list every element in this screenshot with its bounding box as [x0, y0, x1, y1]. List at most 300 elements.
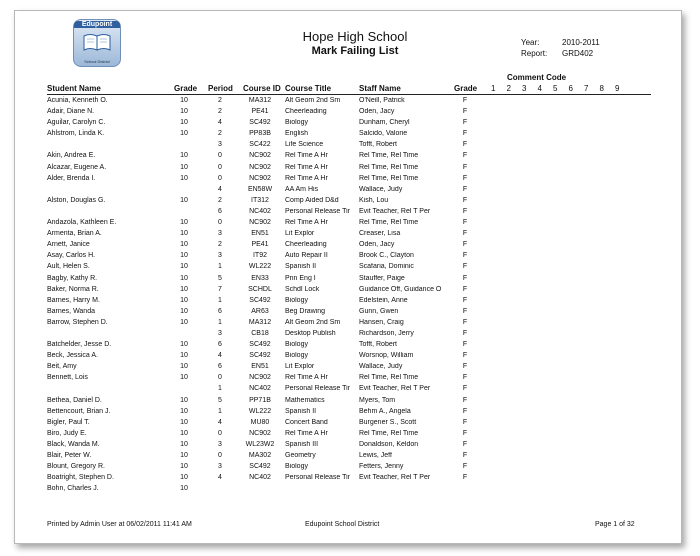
course-id: PP83B: [249, 130, 271, 138]
student-name: Alston, Douglas G.: [47, 196, 106, 204]
course-id: SC422: [249, 141, 271, 149]
student-name: Bagby, Kathy R.: [47, 274, 98, 282]
student-name: Asay, Carlos H.: [47, 252, 96, 260]
period: 3: [218, 329, 222, 337]
staff-name: Richardson, Jerry: [359, 329, 414, 337]
staff-name: Brook C., Clayton: [359, 252, 414, 260]
staff-name: Donaldson, Keldon: [359, 440, 419, 448]
staff-name: Salcido, Valorie: [359, 130, 408, 138]
course-id: EN51: [251, 363, 269, 371]
table-row: [15, 429, 681, 440]
table-row: [15, 129, 681, 140]
mark-grade: F: [462, 108, 468, 116]
col-header-course-title: Course Title: [285, 84, 332, 93]
student-name: Alder, Brenda I.: [47, 174, 96, 182]
course-id: MA302: [248, 452, 272, 459]
report-label: Report:: [521, 49, 548, 58]
period: 3: [218, 141, 222, 149]
staff-name: Wallace, Judy: [359, 185, 403, 193]
table-row: [15, 351, 681, 362]
student-grade: 10: [180, 108, 188, 116]
student-name: Aguilar, Carolyn C.: [47, 119, 106, 127]
mark-grade: F: [462, 152, 468, 160]
student-name: Boatright, Stephen D.: [47, 474, 114, 482]
table-row: [15, 107, 681, 118]
course-title: Geometry: [285, 452, 316, 459]
table-row: [15, 96, 681, 107]
period: 0: [218, 219, 222, 227]
table-row: [15, 163, 681, 174]
mark-grade: F: [462, 440, 468, 448]
student-name: Blair, Peter W.: [47, 452, 92, 459]
staff-name: Rel Time, Rel Time: [359, 374, 419, 382]
mark-grade: F: [462, 318, 468, 326]
period: 6: [218, 363, 222, 371]
course-title: Spanish II: [285, 407, 317, 415]
student-grade: 10: [180, 485, 188, 493]
course-id: EN33: [251, 274, 269, 282]
staff-name: Creaser, Lisa: [359, 230, 401, 238]
table-row: [15, 373, 681, 384]
staff-name: Lewis, Jeff: [359, 452, 392, 459]
header-divider: [47, 94, 651, 95]
report-value: GRD402: [562, 49, 594, 58]
year-field: [521, 38, 600, 47]
period: 0: [218, 429, 222, 437]
course-title: Lit Explor: [285, 363, 315, 371]
period: 0: [218, 452, 222, 459]
footer-district: Edupoint School District: [305, 521, 380, 528]
period: 6: [218, 341, 222, 349]
course-id: SCHDL: [248, 285, 272, 293]
logo-text: Edupoint: [74, 21, 120, 28]
mark-grade: F: [462, 196, 468, 204]
staff-name: Hansen, Craig: [359, 318, 404, 326]
mark-grade: F: [462, 385, 468, 393]
staff-name: Myers, Tom: [359, 396, 396, 404]
staff-name: Dunham, Cheryl: [359, 119, 410, 127]
course-id: WL222: [248, 263, 272, 271]
course-title: Comp Aided D&d: [285, 196, 339, 204]
mark-grade: F: [462, 263, 468, 271]
course-id: EN51: [251, 230, 269, 238]
student-grade: 10: [180, 274, 188, 282]
period: 4: [218, 185, 222, 193]
comment-code-number: 1: [491, 84, 496, 93]
student-grade: 10: [180, 374, 188, 382]
comment-code-number: 3: [522, 84, 527, 93]
staff-name: Fetters, Jenny: [359, 463, 404, 471]
course-title: Rel Time A Hr: [285, 219, 328, 227]
staff-name: Evit Teacher, Rel T Per: [359, 474, 431, 482]
course-id: SC492: [249, 463, 271, 471]
student-grade: 10: [180, 452, 188, 459]
student-grade: 10: [180, 152, 188, 160]
student-name: Biro, Judy E.: [47, 429, 87, 437]
student-name: Arnett, Janice: [47, 241, 90, 249]
mark-grade: F: [462, 252, 468, 260]
mark-grade: F: [462, 130, 468, 138]
course-title: Life Science: [285, 141, 324, 149]
table-row: [15, 462, 681, 473]
staff-name: Gunn, Gwen: [359, 307, 399, 315]
student-name: Bohn, Charles J.: [47, 485, 99, 493]
mark-grade: F: [462, 97, 468, 104]
course-title: Biology: [285, 296, 308, 304]
table-row: [15, 140, 681, 151]
student-name: Akin, Andrea E.: [47, 152, 96, 160]
course-title: Cheerleading: [285, 241, 327, 249]
student-grade: 10: [180, 196, 188, 204]
student-grade: 10: [180, 263, 188, 271]
course-title: Beg Drawing: [285, 307, 326, 315]
report-field: [521, 49, 594, 58]
student-grade: 10: [180, 252, 188, 260]
course-title: Cheerleading: [285, 108, 327, 116]
student-name: Ault, Helen S.: [47, 263, 90, 271]
table-row: [15, 174, 681, 185]
course-id: NC402: [249, 474, 271, 482]
period: 1: [218, 407, 222, 415]
course-id: SC492: [249, 341, 271, 349]
period: 2: [218, 130, 222, 138]
table-row: [15, 262, 681, 273]
period: 7: [218, 285, 222, 293]
table-row: [15, 340, 681, 351]
period: 4: [218, 119, 222, 127]
period: 2: [218, 241, 222, 249]
staff-name: Wallace, Judy: [359, 363, 403, 371]
course-id: SC492: [249, 352, 271, 360]
school-name: Hope High School: [302, 29, 408, 44]
course-title: Lit Explor: [285, 230, 315, 238]
student-name: Beck, Jessica A.: [47, 352, 98, 360]
course-title: Spanish III: [285, 440, 319, 448]
course-title: AA Am His: [285, 185, 319, 193]
student-name: Alcazar, Eugene A.: [47, 163, 107, 171]
table-row: [15, 251, 681, 262]
course-id: AR63: [251, 307, 269, 315]
staff-name: Tofft, Robert: [359, 141, 398, 149]
staff-name: O'Neill, Patrick: [359, 97, 405, 104]
mark-grade: F: [462, 274, 468, 282]
staff-name: Edelstein, Anne: [359, 296, 408, 304]
col-header-comment-code: Comment Code: [507, 73, 567, 82]
student-name: Black, Wanda M.: [47, 440, 100, 448]
student-name: Ahlstrom, Linda K.: [47, 130, 105, 138]
staff-name: Worsnop, William: [359, 352, 414, 360]
table-row: [15, 229, 681, 240]
course-title: Prin Eng I: [285, 274, 316, 282]
table-row: [15, 307, 681, 318]
mark-grade: F: [462, 296, 468, 304]
student-name: Barnes, Wanda: [47, 307, 95, 315]
student-table: [15, 96, 681, 495]
student-grade: 10: [180, 174, 188, 182]
student-grade: 10: [180, 296, 188, 304]
table-row: [15, 418, 681, 429]
period: 2: [218, 196, 222, 204]
period: 2: [218, 97, 222, 104]
staff-name: Rel Time, Rel Time: [359, 163, 419, 171]
mark-grade: F: [462, 452, 468, 459]
course-id: NC902: [249, 163, 271, 171]
table-row: [15, 218, 681, 229]
course-title: Rel Time A Hr: [285, 152, 328, 160]
staff-name: Tofft, Robert: [359, 341, 398, 349]
student-name: Bigler, Paul T.: [47, 418, 90, 426]
student-name: Bennett, Lois: [47, 374, 88, 382]
staff-name: Scafaria, Dominic: [359, 263, 414, 271]
mark-grade: F: [462, 174, 468, 182]
table-row: [15, 151, 681, 162]
staff-name: Evit Teacher, Rel T Per: [359, 207, 431, 215]
period: 4: [218, 352, 222, 360]
table-row: [15, 384, 681, 395]
student-name: Armenta, Brian A.: [47, 230, 102, 238]
student-grade: 10: [180, 474, 188, 482]
mark-grade: F: [462, 352, 468, 360]
mark-grade: F: [462, 141, 468, 149]
student-grade: 10: [180, 219, 188, 227]
mark-grade: F: [462, 396, 468, 404]
course-id: PE41: [251, 241, 269, 249]
student-name: Beit, Amy: [47, 363, 77, 371]
staff-name: Rel Time, Rel Time: [359, 429, 419, 437]
student-name: Blount, Gregory R.: [47, 463, 105, 471]
table-row: [15, 440, 681, 451]
course-title: Biology: [285, 463, 308, 471]
table-row: [15, 318, 681, 329]
comment-code-number: 4: [537, 84, 542, 93]
table-row: [15, 451, 681, 462]
comment-code-number: 5: [553, 84, 558, 93]
staff-name: Oden, Jacy: [359, 241, 395, 249]
comment-code-number: 6: [568, 84, 573, 93]
student-grade: 10: [180, 440, 188, 448]
course-title: Desktop Publish: [285, 329, 336, 337]
student-grade: 10: [180, 418, 188, 426]
course-title: Personal Release Tir: [285, 207, 350, 215]
student-grade: 10: [180, 463, 188, 471]
comment-code-number: 9: [615, 84, 620, 93]
course-title: Rel Time A Hr: [285, 429, 328, 437]
course-id: WL23W2: [245, 440, 275, 448]
student-grade: 10: [180, 396, 188, 404]
student-name: Acunia, Kenneth O.: [47, 97, 108, 104]
period: 1: [218, 263, 222, 271]
year-label: Year:: [521, 38, 540, 47]
student-grade: 10: [180, 407, 188, 415]
mark-grade: F: [462, 418, 468, 426]
course-id: MA312: [248, 97, 272, 104]
table-row: [15, 285, 681, 296]
course-id: NC902: [249, 174, 271, 182]
student-grade: 10: [180, 230, 188, 238]
course-id: NC902: [249, 429, 271, 437]
period: 0: [218, 174, 222, 182]
period: 3: [218, 230, 222, 238]
student-name: Bethea, Daniel D.: [47, 396, 102, 404]
course-title: English: [285, 130, 308, 138]
table-row: [15, 185, 681, 196]
mark-grade: F: [462, 119, 468, 127]
course-id: SC492: [249, 296, 271, 304]
course-id: PP71B: [249, 396, 271, 404]
course-id: WL222: [248, 407, 272, 415]
course-id: CB18: [251, 329, 269, 337]
table-row: [15, 329, 681, 340]
table-row: [15, 207, 681, 218]
course-id: MU80: [250, 418, 270, 426]
course-id: NC402: [249, 207, 271, 215]
staff-name: Kish, Lou: [359, 196, 389, 204]
mark-grade: F: [462, 463, 468, 471]
table-row: [15, 274, 681, 285]
student-name: Andazola, Kathleen E.: [47, 219, 117, 227]
student-grade: 10: [180, 119, 188, 127]
mark-grade: F: [462, 474, 468, 482]
period: 3: [218, 440, 222, 448]
student-grade: 10: [180, 97, 188, 104]
student-grade: 10: [180, 352, 188, 360]
staff-name: Rel Time, Rel Time: [359, 152, 419, 160]
staff-name: Oden, Jacy: [359, 108, 395, 116]
course-title: Alt Geom 2nd Sm: [285, 97, 341, 104]
comment-code-number: 7: [584, 84, 589, 93]
period: 4: [218, 474, 222, 482]
course-title: Biology: [285, 119, 308, 127]
course-title: Rel Time A Hr: [285, 174, 328, 182]
course-title: Spanish II: [285, 263, 317, 271]
period: 3: [218, 252, 222, 260]
table-row: [15, 118, 681, 129]
period: 0: [218, 163, 222, 171]
course-id: PE41: [251, 108, 269, 116]
mark-grade: F: [462, 341, 468, 349]
mark-grade: F: [462, 207, 468, 215]
student-name: Adair, Diane N.: [47, 108, 95, 116]
col-header-grade: Grade: [174, 84, 198, 93]
staff-name: Stauffer, Paige: [359, 274, 405, 282]
course-id: IT92: [252, 252, 267, 260]
student-grade: 10: [180, 285, 188, 293]
mark-grade: F: [462, 329, 468, 337]
period: 3: [218, 463, 222, 471]
mark-grade: F: [462, 307, 468, 315]
col-header-staff: Staff Name: [359, 84, 401, 93]
student-grade: 10: [180, 318, 188, 326]
report-title: Mark Failing List: [311, 45, 399, 57]
staff-name: Burgener S., Scott: [359, 418, 417, 426]
table-row: [15, 362, 681, 373]
table-row: [15, 240, 681, 251]
course-title: Personal Release Tir: [285, 474, 350, 482]
course-title: Biology: [285, 352, 308, 360]
table-row: [15, 296, 681, 307]
student-grade: 10: [180, 307, 188, 315]
mark-grade: F: [462, 285, 468, 293]
period: 0: [218, 374, 222, 382]
course-id: IT312: [251, 196, 269, 204]
table-row: [15, 196, 681, 207]
edupoint-logo: [73, 19, 121, 67]
course-title: Concert Band: [285, 418, 328, 426]
student-name: Batchelder, Jesse D.: [47, 341, 112, 349]
period: 4: [218, 418, 222, 426]
col-header-period: Period: [208, 84, 233, 93]
book-icon: [83, 33, 111, 51]
staff-name: Rel Time, Rel Time: [359, 174, 419, 182]
logo-subtext: School District: [84, 59, 110, 64]
course-title: Alt Geom 2nd Sm: [285, 318, 341, 326]
footer-page: Page 1 of 32: [595, 521, 635, 528]
course-title: Rel Time A Hr: [285, 163, 328, 171]
course-id: EN58W: [247, 185, 273, 193]
staff-name: Evit Teacher, Rel T Per: [359, 385, 431, 393]
mark-grade: F: [462, 230, 468, 238]
table-row: [15, 473, 681, 484]
mark-grade: F: [462, 185, 468, 193]
period: 6: [218, 307, 222, 315]
footer-printed: Printed by Admin User at 06/02/2011 11:41 AM: [47, 521, 192, 528]
staff-name: Guidance Off, Guidance O: [359, 285, 442, 293]
comment-code-number: 8: [599, 84, 604, 93]
mark-grade: F: [462, 374, 468, 382]
period: 0: [218, 152, 222, 160]
mark-grade: F: [462, 163, 468, 171]
col-header-student: Student Name: [47, 84, 101, 93]
table-row: [15, 396, 681, 407]
staff-name: Behm A., Angela: [359, 407, 411, 415]
mark-grade: F: [462, 241, 468, 249]
staff-name: Rel Time, Rel Time: [359, 219, 419, 227]
course-title: Biology: [285, 341, 308, 349]
comment-code-number: 2: [506, 84, 511, 93]
table-row: [15, 407, 681, 418]
course-title: Rel Time A Hr: [285, 374, 328, 382]
student-name: Bettencourt, Brian J.: [47, 407, 111, 415]
student-grade: 10: [180, 363, 188, 371]
period: 1: [218, 296, 222, 304]
mark-grade: F: [462, 363, 468, 371]
report-page: [14, 10, 682, 544]
course-title: Personal Release Tir: [285, 385, 350, 393]
student-name: Barnes, Harry M.: [47, 296, 100, 304]
student-grade: 10: [180, 241, 188, 249]
period: 6: [218, 207, 222, 215]
course-title: Auto Repair II: [285, 252, 328, 260]
period: 5: [218, 274, 222, 282]
course-id: NC902: [249, 374, 271, 382]
course-id: MA312: [248, 318, 272, 326]
course-title: Mathematics: [285, 396, 325, 404]
student-grade: 10: [180, 429, 188, 437]
student-name: Baker, Norma R.: [47, 285, 99, 293]
student-grade: 10: [180, 130, 188, 138]
mark-grade: F: [462, 429, 468, 437]
student-name: Barrow, Stephen D.: [47, 318, 108, 326]
course-id: NC902: [249, 152, 271, 160]
student-grade: 10: [180, 341, 188, 349]
table-row: [15, 484, 681, 495]
course-id: SC492: [249, 119, 271, 127]
course-id: NC402: [249, 385, 271, 393]
year-value: 2010-2011: [562, 38, 600, 47]
col-header-mark: Grade: [454, 84, 478, 93]
student-grade: 10: [180, 163, 188, 171]
period: 5: [218, 396, 222, 404]
